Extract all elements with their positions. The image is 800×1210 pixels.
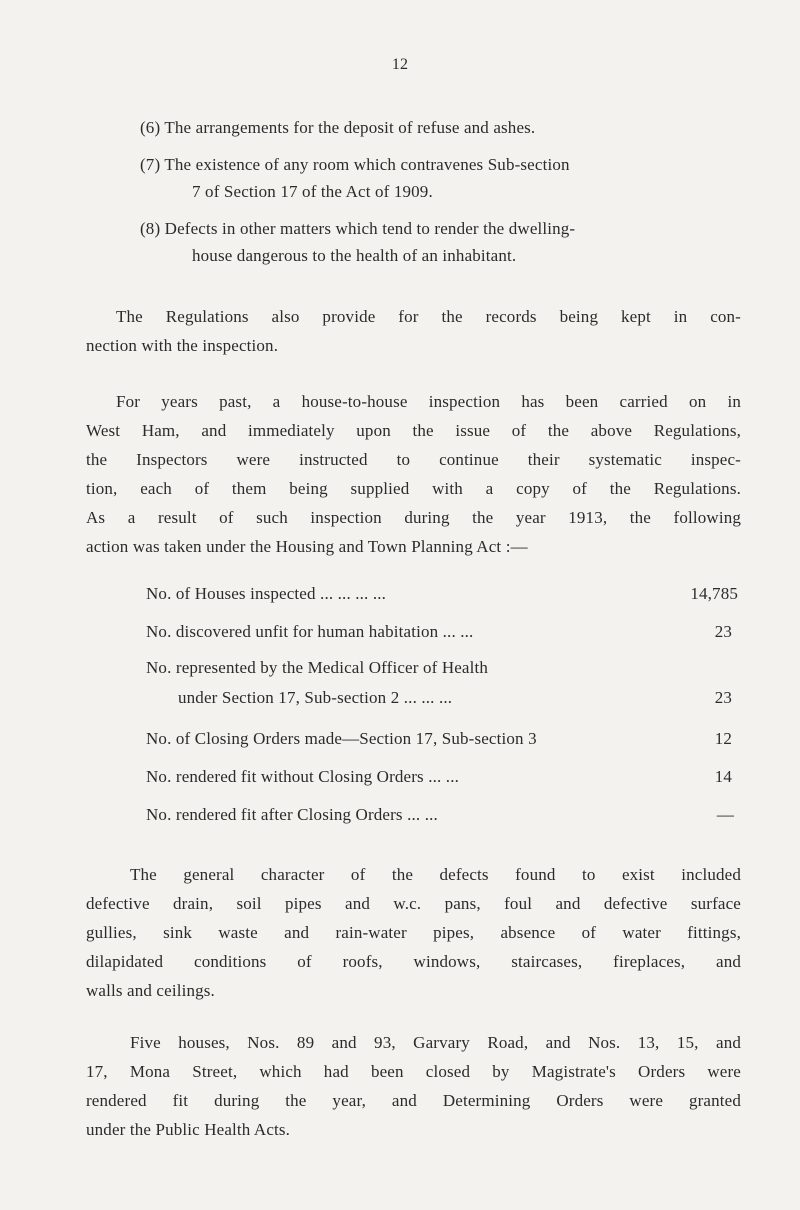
stat-row — [146, 764, 738, 790]
paragraph-line: the Inspectors were instructed to continue their systematic inspec- — [86, 450, 741, 469]
stat-value: 14 — [714, 767, 732, 786]
list-item-8: (8) Defects in other matters which tend to render the dwelling- — [140, 219, 576, 238]
paragraph-line: dilapidated conditions of roofs, windows, staircases, fireplaces, and — [86, 952, 741, 971]
stat-label: No. of Closing Orders made—Section 17, Sub-section 3 — [146, 729, 537, 748]
stat-row — [146, 685, 738, 711]
paragraph-line: West Ham, and immediately upon the issue of the above Regulations, — [86, 421, 741, 440]
paragraph-line: The general character of the defects found to exist included — [130, 865, 741, 884]
paragraph-line: nection with the inspection. — [86, 336, 279, 355]
paragraph-line: As a result of such inspection during the year 1913, the following — [86, 508, 741, 527]
paragraph-five-houses — [86, 1028, 741, 1144]
stat-value: 14,785 — [690, 584, 738, 603]
page-number: 12 — [391, 56, 409, 73]
stat-label: No. represented by the Medical Officer of Health — [146, 658, 489, 677]
paragraph-line: defective drain, soil pipes and w.c. pans, foul and defective surface — [86, 894, 741, 913]
stat-row — [146, 802, 738, 828]
paragraph-line: walls and ceilings. — [86, 981, 215, 1000]
stat-label: No. discovered unfit for human habitation ... ... — [146, 622, 474, 641]
paragraph-line: under the Public Health Acts. — [86, 1120, 291, 1139]
paragraph-line: tion, each of them being supplied with a copy of the Regulations. — [86, 479, 741, 498]
paragraph-line: Five houses, Nos. 89 and 93, Garvary Road, and Nos. 13, 15, and — [130, 1033, 741, 1052]
stat-label: under Section 17, Sub-section 2 ... ... ... — [178, 688, 453, 707]
stat-value: 23 — [714, 688, 732, 707]
paragraph-line: The Regulations also provide for the records being kept in con- — [116, 307, 741, 326]
stat-value: — — [716, 805, 734, 824]
stat-row — [146, 581, 738, 607]
paragraph-line: rendered fit during the year, and Determining Orders were granted — [86, 1091, 741, 1110]
paragraph-line: 17, Mona Street, which had been closed by Magistrate's Orders were — [86, 1062, 741, 1081]
stat-row — [146, 655, 738, 681]
stat-value: 12 — [714, 729, 732, 748]
paragraph-inspection — [86, 387, 741, 561]
list-item-6: (6) The arrangements for the deposit of refuse and ashes. — [140, 118, 536, 137]
paragraph-line: action was taken under the Housing and Town Planning Act :— — [86, 537, 528, 556]
stat-row — [146, 726, 738, 752]
stat-value: 23 — [714, 622, 732, 641]
paragraph-line: gullies, sink waste and rain-water pipes, absence of water fittings, — [86, 923, 741, 942]
stat-label: No. rendered fit without Closing Orders ... ... — [146, 767, 459, 786]
stat-label: No. rendered fit after Closing Orders ... ... — [146, 805, 438, 824]
paragraph-line: For years past, a house-to-house inspection has been carried on in — [116, 392, 741, 411]
stat-row — [146, 619, 738, 645]
list-item-8-cont: house dangerous to the health of an inhabitant. — [192, 246, 517, 265]
paragraph-regulations — [86, 302, 741, 360]
stat-label: No. of Houses inspected ... ... ... ... — [146, 584, 387, 603]
paragraph-defects — [86, 860, 741, 1005]
list-item-7: (7) The existence of any room which contravenes Sub-section — [140, 155, 570, 174]
list-item-7-cont: 7 of Section 17 of the Act of 1909. — [192, 182, 433, 201]
